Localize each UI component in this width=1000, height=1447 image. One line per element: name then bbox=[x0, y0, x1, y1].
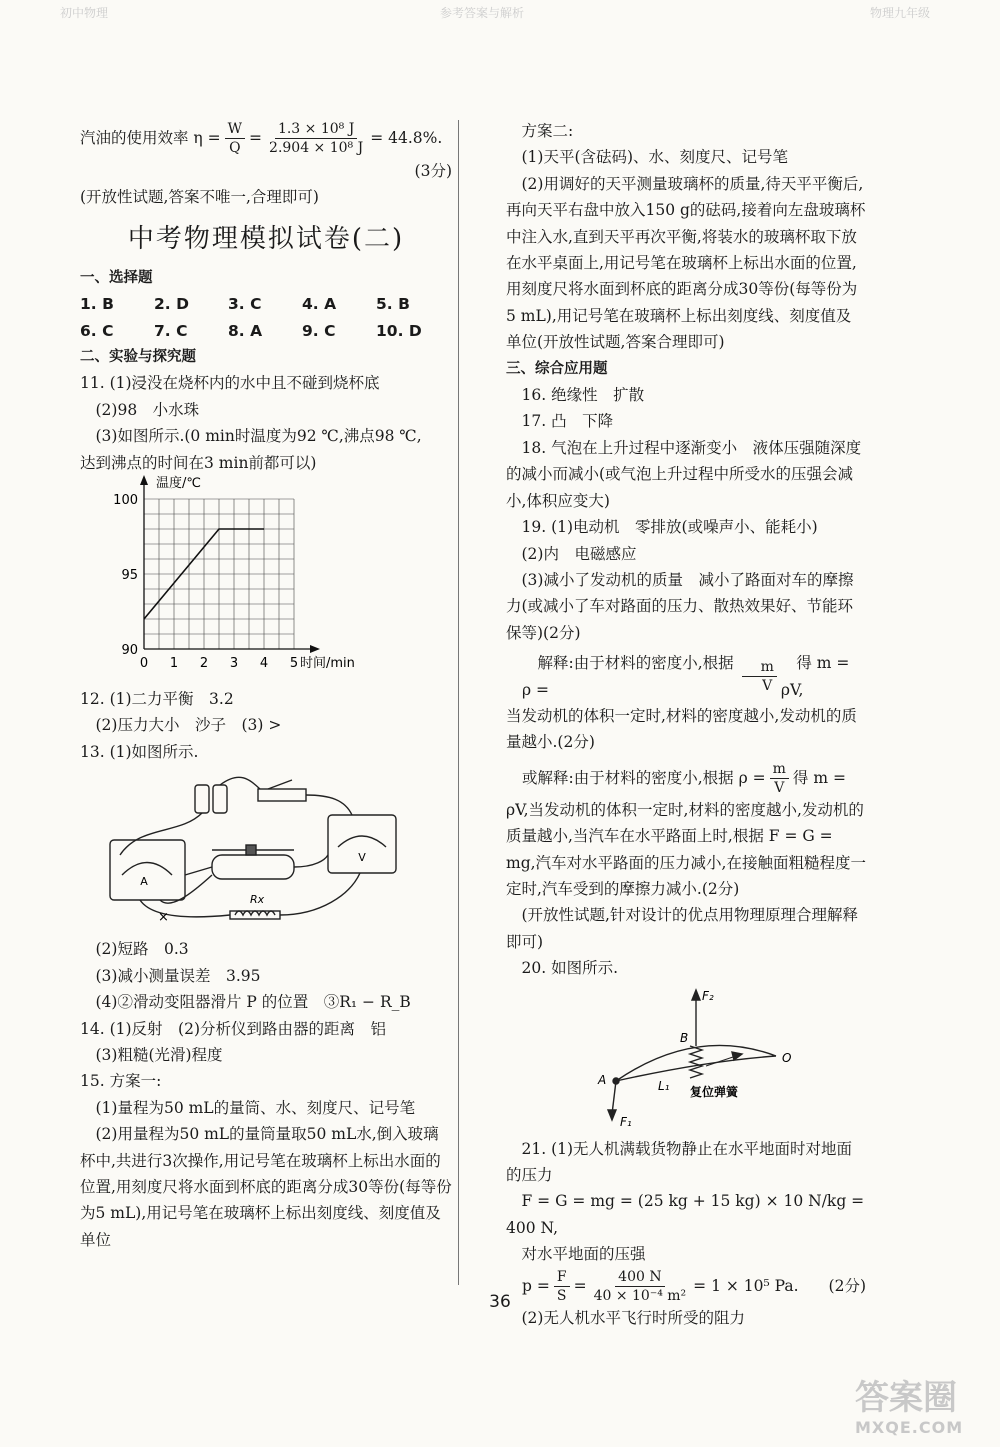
x-tick-label: 4 bbox=[259, 656, 269, 672]
cross-mark: × bbox=[158, 910, 169, 926]
watermark bbox=[855, 1378, 995, 1440]
answer-line: 20. 如图所示. bbox=[521, 959, 619, 978]
answer-line: (3)粗糙(光滑)程度 bbox=[95, 1045, 223, 1064]
answer-paragraph: (2)用量程为50 mL的量筒量取50 mL水,倒入玻璃杯中,共进行3次操作,用记号笔在玻璃杯上标出水面的位置,用刻度尺将水面到杯底的距离分成30等份(每等份为5 mL),用记号笔在玻璃杯上标出刻度线、刻度值及单位 bbox=[80, 1125, 452, 1249]
answer-line: 14. (1)反射 (2)分析仪到路由器的距离 铝 bbox=[80, 1019, 386, 1038]
answer-paragraph: (2)用调好的天平测量玻璃杯的质量,待天平平衡后,再向天平右盘中放入150 g的砝码,接着向左盘玻璃杯中注入水,直到天平再次平衡,将装水的玻璃杯取下放在水平桌面上,用记号笔在玻璃杯上标出水面的位置,用刻度尺将水面到杯底的距离分成30等份(每等份为5 mL),用记号笔在玻璃杯上标出刻度线、刻度值及单位(开放性试题,答案合理即可) bbox=[506, 174, 866, 352]
watermark-url: MXQE.COM bbox=[855, 1418, 964, 1437]
header-left: 初中物理 bbox=[60, 6, 109, 20]
answer-line: 方案二: bbox=[521, 122, 574, 140]
answer-line: (4)②滑动变阻器滑片 P 的位置 ③R₁ − R_B bbox=[95, 993, 411, 1012]
answer-line: 13. (1)如图所示. bbox=[80, 742, 199, 761]
x-axis-label: 时间/min bbox=[300, 656, 355, 672]
page-number: 36 bbox=[489, 1292, 511, 1312]
answer-line: F = G = mg = (25 kg + 15 kg) × 10 N/kg = 400 N, bbox=[506, 1192, 865, 1237]
ammeter-label: A bbox=[140, 875, 148, 889]
answer-line: (2)短路 0.3 bbox=[95, 940, 189, 959]
answer-line: 12. (1)二力平衡 3.2 bbox=[80, 690, 234, 709]
answer-paragraph: 18. 气泡在上升过程中逐渐变小 液体压强随深度的减小而减小(或气泡上升过程中所受水的压强会减小,体积应变大) bbox=[506, 438, 862, 510]
x-tick-label: 3 bbox=[229, 656, 239, 672]
fraction-mv: $\frac{m}{V}$ bbox=[770, 760, 789, 797]
score: (3分) bbox=[414, 162, 452, 180]
answer-line: 15. 方案一: bbox=[80, 1072, 162, 1091]
answer-line: (1)天平(含砝码)、水、刻度尺、记号笔 bbox=[521, 148, 789, 167]
answer-line: 11. (1)浸没在烧杯内的水中且不碰到烧杯底 bbox=[80, 374, 380, 393]
answer-line: (3)减小测量误差 3.95 bbox=[95, 966, 261, 985]
right-column bbox=[506, 118, 866, 1331]
y-tick-label: 100 bbox=[113, 493, 138, 509]
answer-line: 16. 绝缘性 扩散 bbox=[521, 386, 645, 405]
mc-answers-row: 1. B 2. D 3. C 4. A 5. B bbox=[80, 295, 410, 314]
answer-line: (3)如图所示.(0 min时温度为92 ℃,沸点98 ℃, bbox=[95, 427, 422, 446]
x-tick-label: 5 bbox=[289, 656, 299, 672]
label-f2: F₂ bbox=[702, 988, 714, 1003]
mc-answers-row: 6. C 7. C 8. A 9. C 10. D bbox=[80, 321, 422, 340]
lever-diagram bbox=[576, 986, 816, 1136]
fraction-pressure-values: $\frac{400 N}{\text{40 × 10⁻⁴ m²}}$ bbox=[593, 1268, 687, 1304]
section-heading: 一、选择题 bbox=[80, 269, 153, 286]
header-right: 物理九年级 bbox=[870, 6, 931, 20]
fraction-values: $\frac{\text{1.3 × 10⁸ J}}{\text{2.904 × 10⁸ J}}$ bbox=[269, 120, 364, 156]
voltmeter-label: V bbox=[358, 851, 366, 865]
y-tick-label: 90 bbox=[121, 643, 138, 659]
page-header bbox=[0, 0, 1000, 20]
label-l1: L₁ bbox=[658, 1078, 670, 1093]
column-divider bbox=[458, 120, 459, 1285]
force-f1-arrow bbox=[612, 1081, 616, 1114]
efficiency-formula: 汽油的使用效率 η = $\frac{W}{Q}$ = $\frac{\text{1.3 × 10⁸ J}}{\text{2.904 × 10⁸ J}}$ = 44.8%. bbox=[80, 120, 443, 156]
section-heading: 三、综合应用题 bbox=[506, 360, 608, 377]
label-a: A bbox=[598, 1072, 607, 1087]
temperature-graph bbox=[104, 476, 404, 684]
reset-spring bbox=[690, 1046, 702, 1078]
watermark-logo: 答案圈 bbox=[855, 1378, 957, 1418]
answer-line: (2)压力大小 沙子 (3) > bbox=[95, 716, 282, 735]
explanation-formula: 或解释:由于材料的密度小,根据 ρ = $\frac{m}{V}$ 得 m = bbox=[522, 760, 846, 796]
label-b: B bbox=[680, 1030, 689, 1045]
pressure-formula: p = $\frac{F}{S}$ = $\frac{400 N}{\text{40 × 10⁻⁴ m²}}$ = 1 × 10⁵ Pa. (2分) bbox=[522, 1268, 866, 1304]
answer-line: 达到沸点的时间在3 min前都可以) bbox=[80, 453, 317, 472]
exam-title: 中考物理模拟试卷(二) bbox=[127, 223, 405, 254]
answer-line: (1)量程为50 mL的量筒、水、刻度尺、记号笔 bbox=[95, 1098, 416, 1117]
ammeter-body bbox=[110, 840, 185, 900]
answer-paragraph: (开放性试题,针对设计的优点用物理原理合理解释即可) bbox=[506, 906, 858, 951]
fraction-fs: $\frac{F}{S}$ bbox=[554, 1268, 570, 1305]
fraction-wq: $\frac{W}{Q}$ bbox=[225, 120, 245, 157]
voltmeter-body bbox=[328, 815, 396, 873]
left-column bbox=[80, 118, 452, 1253]
battery-cell bbox=[213, 785, 227, 813]
y-tick-label: 95 bbox=[121, 568, 138, 584]
x-tick-label: 1 bbox=[169, 656, 179, 672]
circuit-diagram bbox=[100, 775, 400, 930]
rheostat bbox=[212, 855, 294, 879]
label-o: O bbox=[782, 1050, 792, 1065]
switch-base bbox=[258, 789, 306, 801]
label-f1: F₁ bbox=[620, 1114, 632, 1129]
answer-line: (2)无人机水平飞行时所受的阻力 bbox=[521, 1308, 745, 1327]
answer-line: 对水平地面的压强 bbox=[521, 1245, 646, 1264]
header-center: 参考答案与解析 bbox=[440, 6, 525, 20]
answer-paragraph: ρV,当发动机的体积一定时,材料的密度越小,发动机的质量越小,当汽车在水平路面上时,根据 F = G = mg,汽车对水平路面的压力减小,在接触面粗糙程度一定时,汽车受到的摩擦力减小.(2分) bbox=[506, 800, 866, 898]
label-spring: 复位弹簧 bbox=[690, 1084, 739, 1099]
x-tick-label: 0 bbox=[139, 656, 149, 672]
explanation-formula: 解释:由于材料的密度小,根据 ρ = $\frac{m}{V}$ 得 m = ρV, bbox=[522, 654, 850, 699]
switch-lever bbox=[268, 780, 292, 789]
answer-paragraph: 当发动机的体积一定时,材料的密度越小,发动机的质量越小.(2分) bbox=[506, 706, 857, 752]
fraction-mv: $\frac{m}{V}$ bbox=[742, 658, 777, 695]
x-axis-arrow bbox=[310, 645, 320, 653]
open-note: (开放性试题,答案不唯一,合理即可) bbox=[80, 188, 319, 207]
rx-label: Rx bbox=[250, 893, 265, 907]
y-axis-arrow bbox=[140, 475, 148, 485]
y-axis-label: 温度/℃ bbox=[156, 476, 201, 492]
x-tick-label: 2 bbox=[199, 656, 209, 672]
battery-cell bbox=[195, 785, 209, 813]
answer-line: (2)98 小水珠 bbox=[95, 400, 200, 419]
answer-paragraph: 21. (1)无人机满载货物静止在水平地面时对地面的压力 bbox=[506, 1139, 853, 1184]
answer-paragraph: (3)减小了发动机的质量 减小了路面对车的摩擦力(或减小了车对路面的压力、散热效果好、节能环保等)(2分) bbox=[506, 570, 854, 642]
answer-line: 17. 凸 下降 bbox=[521, 412, 614, 431]
section-heading: 二、实验与探究题 bbox=[80, 349, 196, 366]
answer-line: 19. (1)电动机 零排放(或噪声小、能耗小) bbox=[521, 518, 818, 537]
answer-line: (2)内 电磁感应 bbox=[521, 544, 637, 563]
